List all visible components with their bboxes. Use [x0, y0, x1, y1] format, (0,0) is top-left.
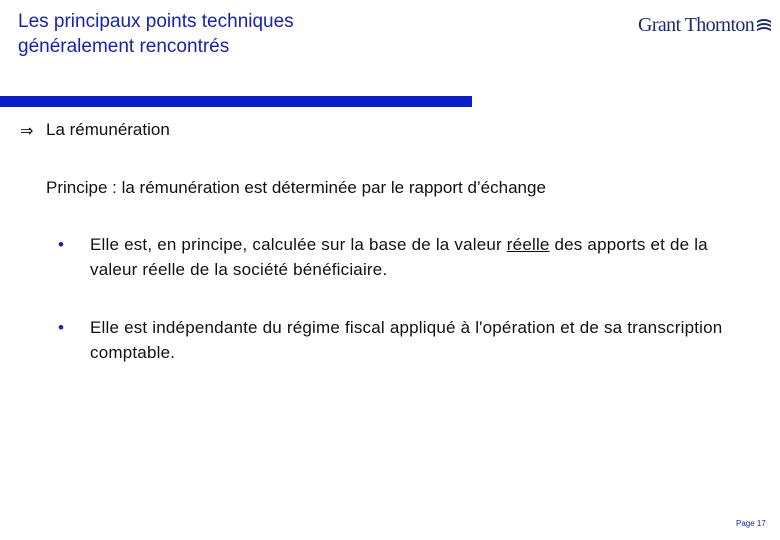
bullet-marker-icon: • — [58, 318, 65, 337]
grant-thornton-logo-mark-icon — [756, 15, 772, 35]
bullet-text-before: Elle est, en principe, calculée sur la base de la valeur — [90, 235, 507, 254]
section-heading-text: La rémunération — [46, 120, 170, 139]
bullet-marker-icon: • — [58, 235, 65, 254]
company-logo — [638, 14, 772, 36]
slide-title-line-1: Les principaux points techniques — [18, 11, 294, 32]
bullet-underlined-word: réelle — [506, 235, 550, 254]
slide-title-line-2: généralement rencontrés — [18, 36, 230, 57]
page-number: Page 17 — [736, 519, 766, 528]
bullet-text: Elle est indépendante du régime fiscal appliqué à l'opération et de sa transcription comptable. — [90, 318, 723, 362]
principle-line — [46, 178, 546, 198]
section-heading — [20, 120, 170, 140]
slide-title — [18, 9, 498, 59]
principle-text: : la rémunération est déterminée par le rapport d’échange — [107, 178, 546, 197]
bullet-text-after: des apports et de la valeur réelle de la société bénéficiaire. — [90, 235, 708, 279]
bullet-item — [58, 315, 758, 365]
bullet-item — [58, 232, 758, 282]
implies-arrow-icon: ⇒ — [20, 120, 34, 140]
principle-label: Principe — [46, 178, 108, 197]
title-divider-bar — [0, 96, 472, 107]
bullet-list — [58, 232, 758, 398]
company-logo-text: Grant Thornton — [638, 13, 755, 36]
